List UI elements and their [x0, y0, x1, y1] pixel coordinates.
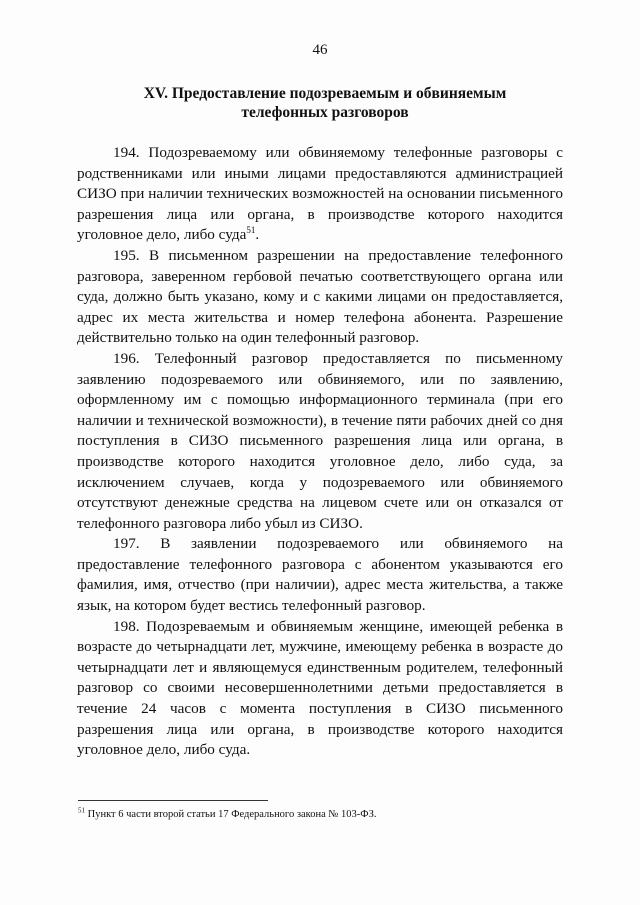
- paragraph-194: [77, 143, 563, 246]
- section-title-line-2: телефонных разговоров: [241, 104, 409, 121]
- footnote: [78, 808, 558, 821]
- body-text: [77, 143, 563, 761]
- paragraph-194-text: 194. Подозреваемому или обвиняемому телефонные разговоры с родственниками или иными лицами предоставляются администрацией СИЗО при наличии технических возможностей на основании письменного разрешения лица или органа, в производстве которого находится уголовное дело, либо суда: [77, 144, 563, 244]
- section-title: [120, 84, 530, 122]
- footnote-reference: 51: [246, 225, 256, 236]
- footnote-text: Пункт 6 части второй статьи 17 Федерального закона № 103-ФЗ.: [85, 809, 377, 820]
- paragraph-196: 196. Телефонный разговор предоставляется по письменному заявлению подозреваемого или обвиняемого, или по заявлению, оформленному им с помощью информационного терминала (при его наличии и технической возможности), в течение пяти рабочих дней со дня поступления в СИЗО письменного разрешения лица или органа, в производстве которого находится уголовное дело, либо суда, за исключением случаев, когда у подозреваемого или обвиняемого отсутствуют денежные средства на лицевом счете или он отказался от телефонного разговора либо убыл из СИЗО.: [77, 349, 563, 532]
- paragraph-198: 198. Подозреваемым и обвиняемым женщине, имеющей ребенка в возрасте до четырнадцати лет, мужчине, имеющему ребенка в возрасте до четырнадцати лет и являющемуся единственным родителем, телефонный разговор со своими несовершеннолетними детьми предоставляется в течение 24 часов с момента поступления в СИЗО письменного разрешения лица или органа, в производстве которого находится уголовное дело, либо суда.: [77, 617, 563, 759]
- footnote-divider: [78, 800, 268, 801]
- page-number: 46: [312, 42, 328, 58]
- section-title-line-1: XV. Предоставление подозреваемым и обвиняемым: [143, 85, 507, 102]
- paragraph-197: 197. В заявлении подозреваемого или обвиняемого на предоставление телефонного разговора с абонентом указываются его фамилия, имя, отчество (при наличии), адрес места жительства, а также язык, на котором будет вестись телефонный разговор.: [77, 535, 563, 615]
- footnote-mark: 51: [78, 806, 85, 815]
- paragraph-195: 195. В письменном разрешении на предоставление телефонного разговора, заверенном гербовой печатью соответствующего органа или суда, должно быть указано, кому и с какими лицами он предоставляется, адрес их места жительства и номер телефона абонента. Разрешение действительно только на один телефонный разговор.: [77, 246, 563, 347]
- paragraph-194-tail: .: [255, 226, 260, 244]
